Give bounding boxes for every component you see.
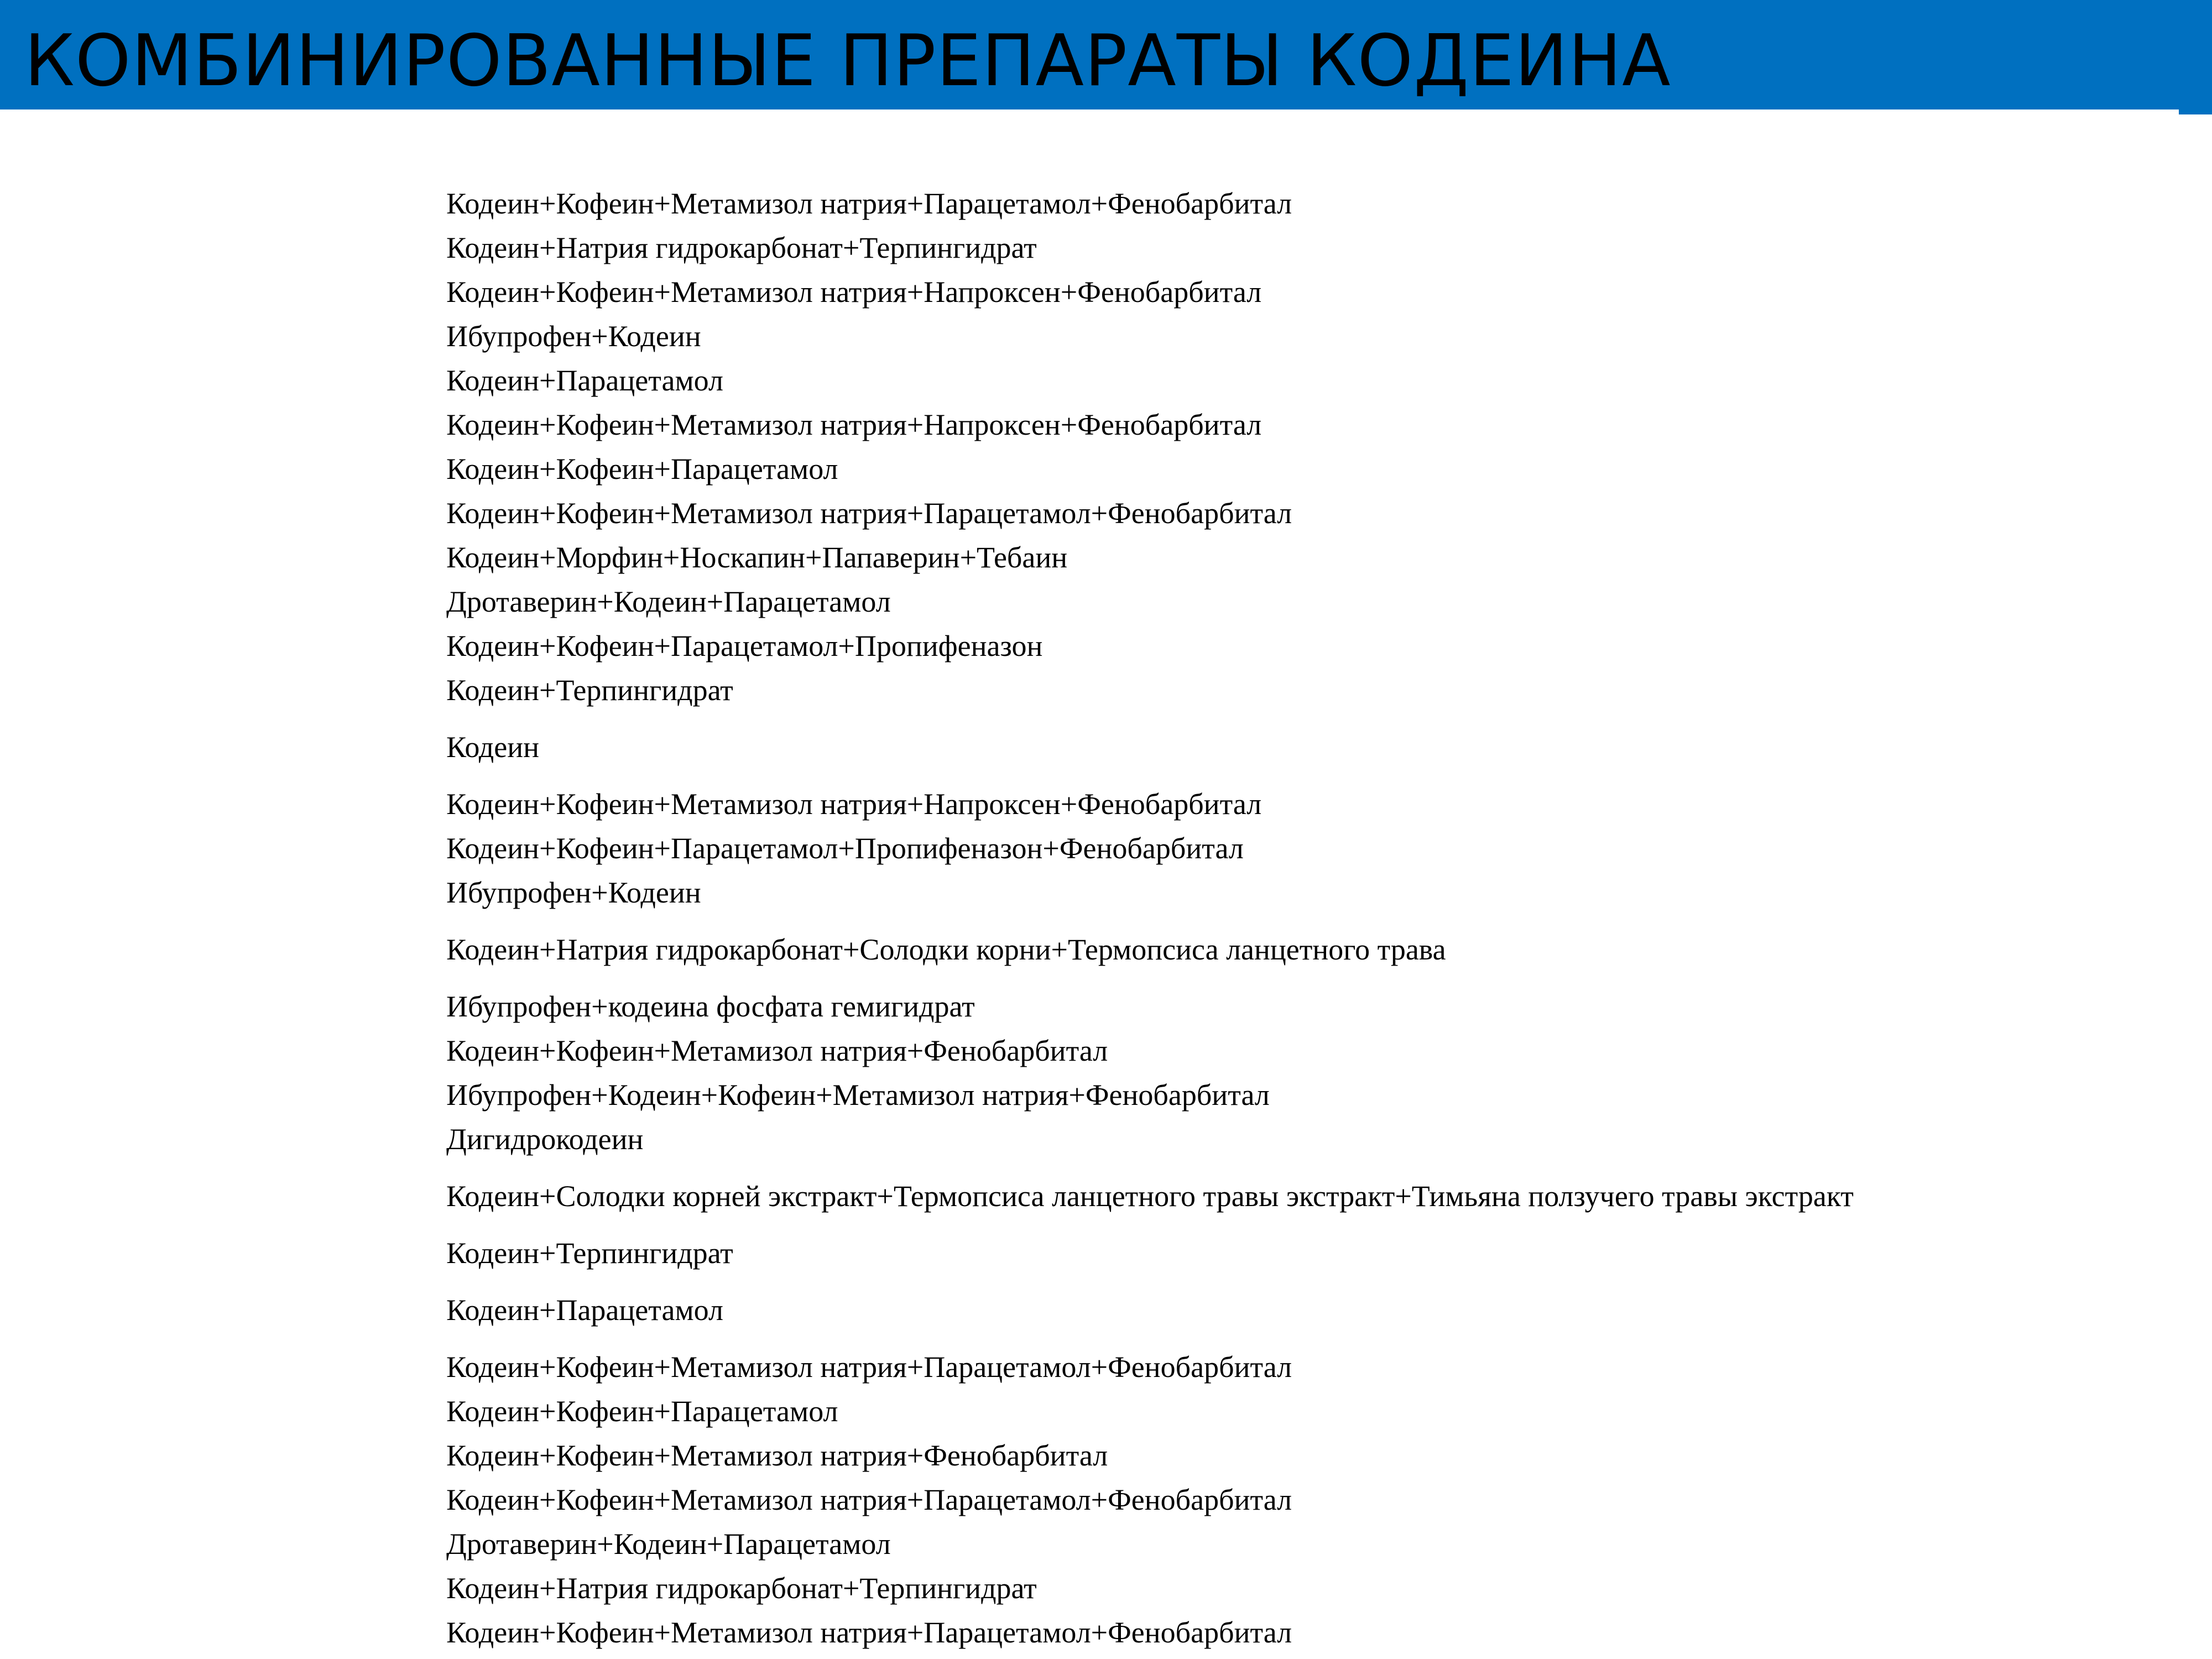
- list-item: Дротаверин+Кодеин+Парацетамол: [446, 585, 891, 618]
- list-item: Ибупрофен+Кодеин+Кофеин+Метамизол натрия+Фенобарбитал: [446, 1078, 1270, 1112]
- list-item: Кодеин+Терпингидрат: [446, 1237, 733, 1270]
- list-item: Кодеин+Кофеин+Метамизол натрия+Парацетамол+Фенобарбитал: [446, 187, 1292, 220]
- title-bar-edge: [2179, 0, 2212, 114]
- list-item: Кодеин+Кофеин+Метамизол натрия+Напроксен+Фенобарбитал: [446, 408, 1262, 441]
- list-item: Ибупрофен+кодеина фосфата гемигидрат: [446, 990, 975, 1023]
- list-item: Ибупрофен+Кодеин: [446, 320, 701, 353]
- list-item: Кодеин: [446, 731, 540, 764]
- title-bar: [0, 0, 2179, 109]
- list-item: Кодеин+Кофеин+Метамизол натрия+Фенобарбитал: [446, 1034, 1108, 1067]
- list-item: Кодеин+Кофеин+Парацетамол+Пропифеназон: [446, 629, 1043, 662]
- list-item: Кодеин+Кофеин+Парацетамол: [446, 1395, 838, 1428]
- list-item: Кодеин+Парацетамол: [446, 364, 723, 397]
- list-item: Кодеин+Парацетамол: [446, 1293, 723, 1327]
- list-item: Кодеин+Кофеин+Парацетамол+Пропифеназон+Фенобарбитал: [446, 832, 1244, 865]
- list-item: Кодеин+Кофеин+Метамизол натрия+Фенобарбитал: [446, 1439, 1108, 1472]
- list-item: Кодеин+Солодки корней экстракт+Термопсиса ланцетного травы экстракт+Тимьяна ползучего травы экстракт: [446, 1180, 1854, 1213]
- list-item: Дротаверин+Кодеин+Парацетамол: [446, 1527, 891, 1561]
- list-item: Кодеин+Кофеин+Метамизол натрия+Парацетамол+Фенобарбитал: [446, 497, 1292, 530]
- list-item: Кодеин+Кофеин+Метамизол натрия+Парацетамол+Фенобарбитал: [446, 1616, 1292, 1649]
- list-item: Кодеин+Кофеин+Парацетамол: [446, 452, 838, 486]
- list-item: Кодеин+Кофеин+Метамизол натрия+Напроксен+Фенобарбитал: [446, 787, 1262, 821]
- list-item: Кодеин+Натрия гидрокарбонат+Терпингидрат: [446, 1572, 1037, 1605]
- list-item: Кодеин+Кофеин+Метамизол натрия+Парацетамол+Фенобарбитал: [446, 1483, 1292, 1516]
- list-item: Ибупрофен+Кодеин: [446, 876, 701, 909]
- list-item: Кодеин+Кофеин+Метамизол натрия+Напроксен+Фенобарбитал: [446, 275, 1262, 309]
- list-item: Дигидрокодеин: [446, 1123, 644, 1156]
- list-item: Кодеин+Натрия гидрокарбонат+Терпингидрат: [446, 231, 1037, 264]
- list-item: Кодеин+Терпингидрат: [446, 674, 733, 707]
- list-item: Кодеин+Морфин+Носкапин+Папаверин+Тебаин: [446, 541, 1068, 574]
- drug-combination-list: [446, 181, 1854, 1655]
- list-item: Кодеин+Кофеин+Метамизол натрия+Парацетамол+Фенобарбитал: [446, 1350, 1292, 1384]
- list-item: Кодеин+Натрия гидрокарбонат+Солодки корни+Термопсиса ланцетного трава: [446, 933, 1446, 966]
- slide-title: КОМБИНИРОВАННЫЕ ПРЕПАРАТЫ КОДЕИНА: [24, 20, 1671, 102]
